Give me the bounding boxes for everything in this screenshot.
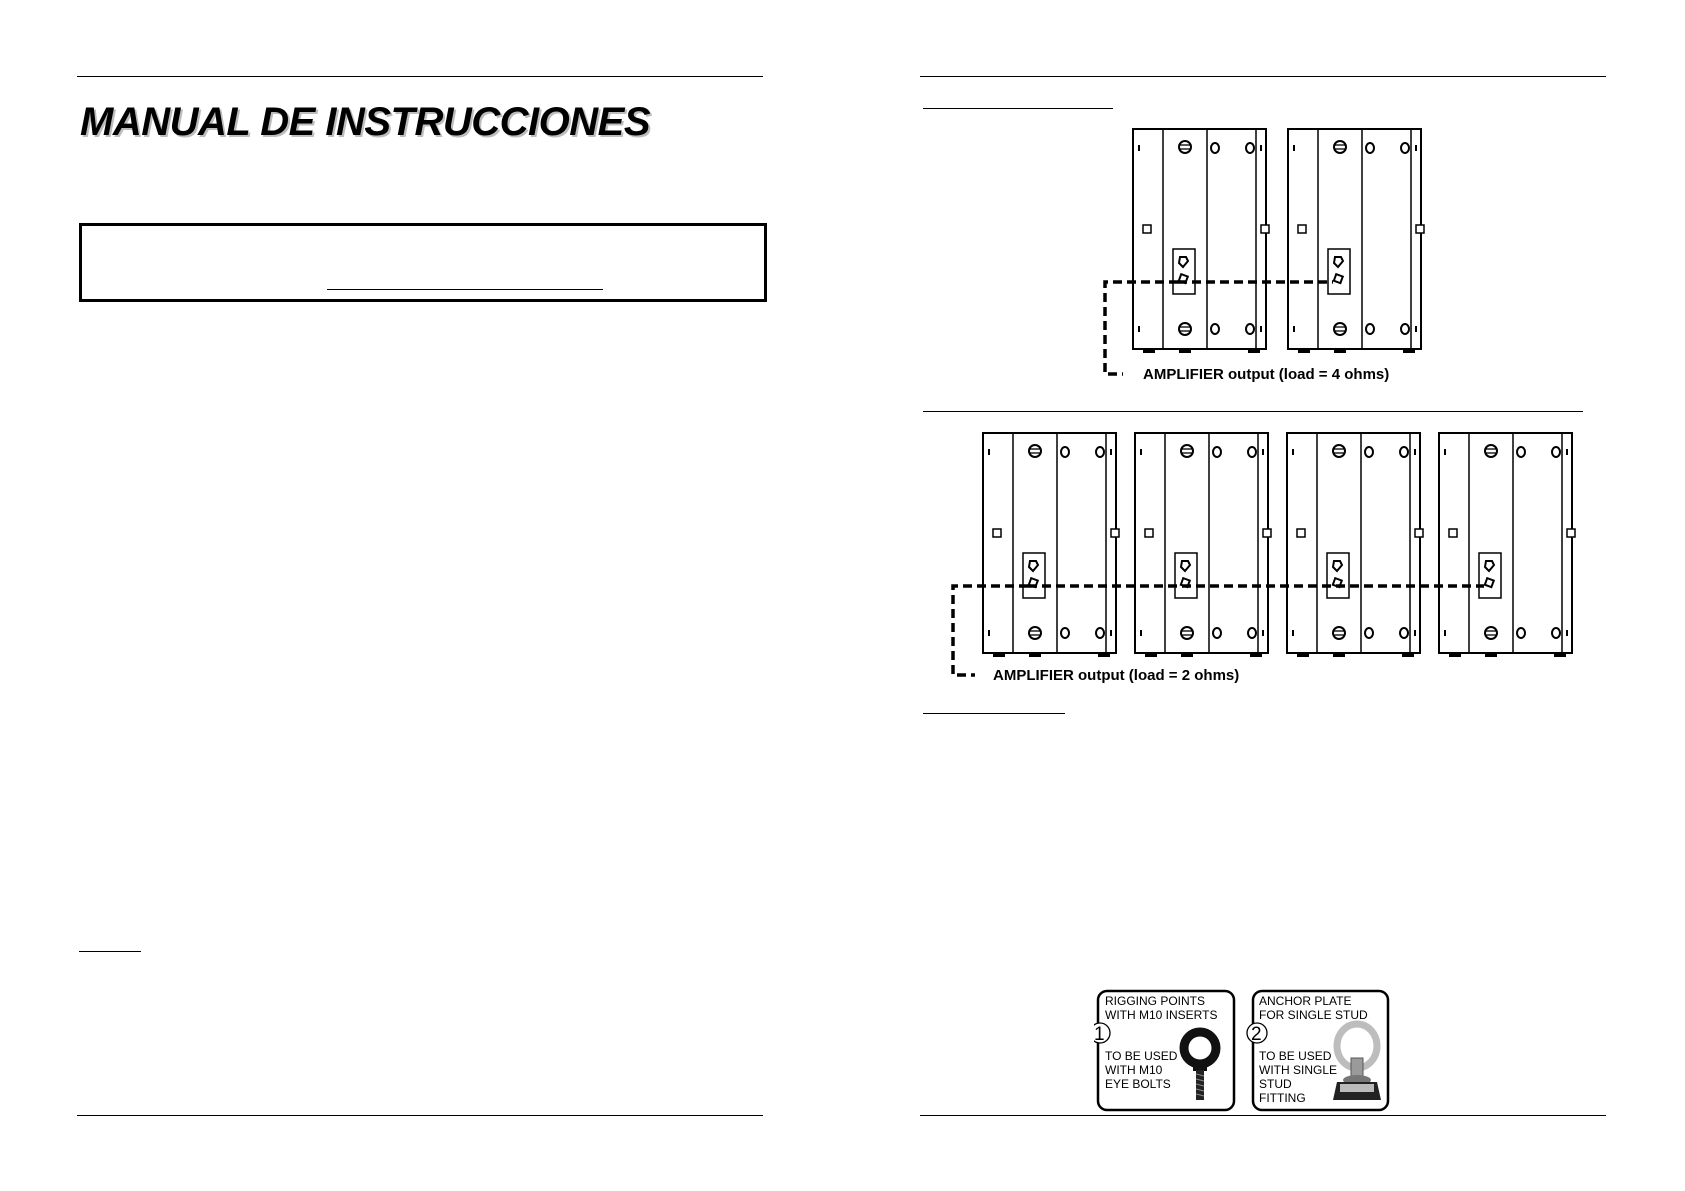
wiring-diagram-4ohm: [1095, 124, 1435, 386]
speaker-cabinet: [1287, 433, 1423, 657]
wiring-diagram-2ohm: [945, 430, 1585, 685]
rigging-card-2: [1245, 988, 1395, 1113]
speaker-cabinet: [1135, 433, 1271, 657]
notice-underline: [327, 289, 603, 290]
card-heading-line: FOR SINGLE STUD: [1259, 1008, 1368, 1022]
card-body-line: EYE BOLTS: [1105, 1077, 1171, 1091]
diagram-separator: [923, 411, 1583, 412]
left-page-top-rule: [77, 76, 763, 77]
right-section-underline-2: [923, 713, 1065, 714]
card-heading-line: RIGGING POINTS: [1105, 994, 1206, 1008]
page-title: MANUAL DE INSTRUCCIONES: [80, 100, 651, 144]
card-body-line: TO BE USED: [1259, 1049, 1332, 1063]
right-page-top-rule: [920, 76, 1606, 77]
card-heading-line: ANCHOR PLATE: [1259, 994, 1352, 1008]
card-body-line: WITH M10: [1105, 1063, 1163, 1077]
card-number: 2: [1251, 1024, 1262, 1045]
speaker-cabinet: [1439, 433, 1575, 657]
left-section-underline: [79, 951, 141, 952]
card-body-line: FITTING: [1259, 1091, 1306, 1105]
notice-box: [79, 223, 767, 302]
speaker-cabinet: [983, 433, 1119, 657]
card-body-line: WITH SINGLE: [1259, 1063, 1338, 1077]
card-body-line: STUD: [1259, 1077, 1292, 1091]
speaker-cabinet: [1133, 129, 1269, 353]
amplifier-output-label: AMPLIFIER output (load = 4 ohms): [1143, 366, 1390, 383]
right-page-bottom-rule: [920, 1115, 1606, 1116]
card-heading-line: WITH M10 INSERTS: [1105, 1008, 1218, 1022]
right-section-underline-1: [923, 108, 1113, 109]
amplifier-output-label: AMPLIFIER output (load = 2 ohms): [993, 667, 1240, 684]
rigging-card-1: [1094, 988, 1239, 1113]
left-page-bottom-rule: [77, 1115, 763, 1116]
card-number: 1: [1094, 1024, 1105, 1045]
card-body-line: TO BE USED: [1105, 1049, 1178, 1063]
speaker-cabinet: [1288, 129, 1424, 353]
